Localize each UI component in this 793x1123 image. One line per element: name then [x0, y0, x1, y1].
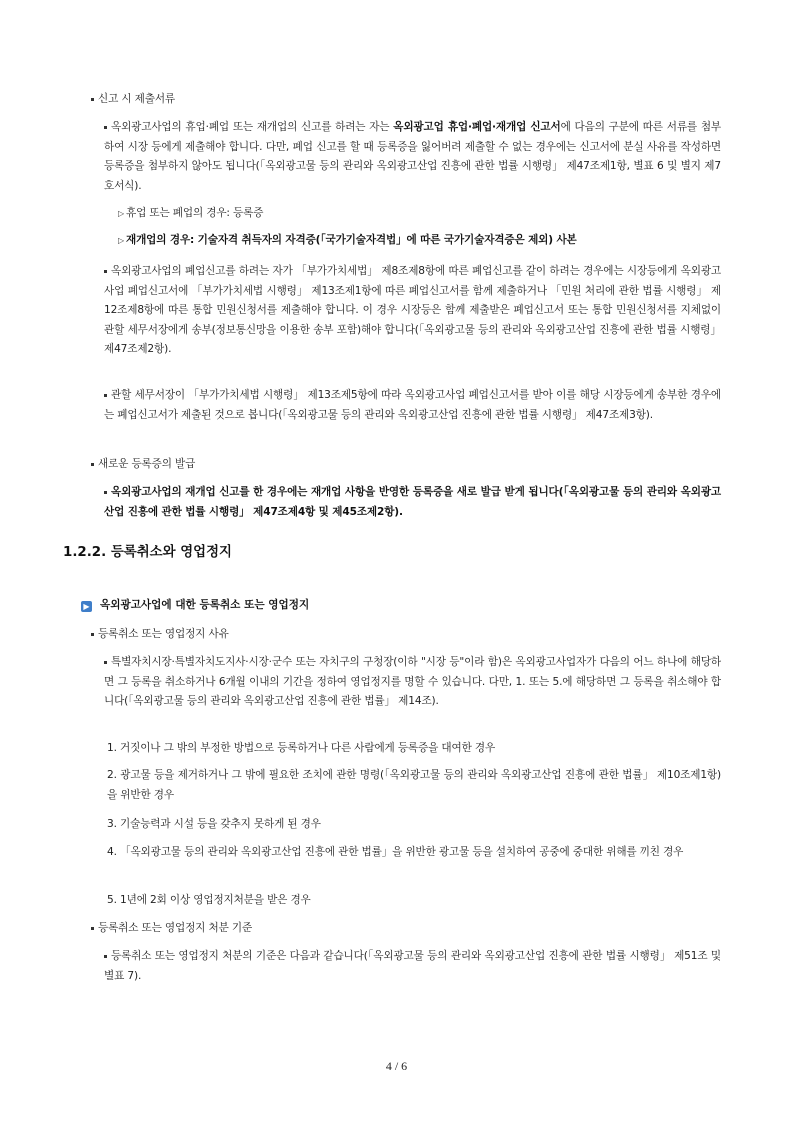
subsection-heading	[81, 597, 309, 612]
bullet-square-icon	[104, 661, 107, 664]
bullet-title: 등록취소 또는 영업정지 사유	[98, 628, 229, 640]
paragraph-text: 등록취소 또는 영업정지 처분의 기준은 다음과 같습니다(「옥외광고물 등의 관리와 옥외광고산업 진흥에 관한 법률 시행령」 제51조 및 별표 7).	[104, 950, 721, 982]
bullet-cancel-criteria	[91, 919, 731, 939]
page-number: 4 / 6	[385, 1059, 408, 1073]
list-item-text: 2. 광고물 등을 제거하거나 그 밖에 필요한 조치에 관한 명령(「옥외광고물 등의 관리와 옥외광고산업 진흥에 관한 법률」 제10조제1항)을 위반한 경우	[107, 769, 721, 801]
paragraph-new-certificate	[104, 483, 721, 522]
list-item	[107, 843, 721, 863]
form-name-bold: 옥외광고업 휴업·폐업·재개업 신고서	[393, 121, 561, 133]
arrow-right-icon: ▶	[81, 601, 92, 612]
triangle-marker-icon: ▷	[118, 209, 125, 218]
paragraph-submit-docs	[104, 118, 721, 196]
paragraph-text: 관할 세무서장이 「부가가치세법 시행령」 제13조제5항에 따라 옥외광고사업 폐업신고서를 받아 이를 해당 시장등에게 송부한 경우에는 폐업신고서가 제출된 것으로 봅니다(「옥외광고물 등의 관리와 옥외광고산업 진흥에 관한 법률 시행령」 제47조제3항).	[104, 389, 721, 421]
bullet-square-icon	[104, 394, 107, 397]
bullet-title: 신고 시 제출서류	[98, 93, 176, 105]
list-item-text: 4. 「옥외광고물 등의 관리와 옥외광고산업 진흥에 관한 법률」을 위반한 광고물 등을 설치하여 공중에 중대한 위해를 끼친 경우	[107, 846, 684, 858]
paragraph-text: 특별자치시장·특별자치도지사·시장·군수 또는 자치구의 구청장(이하 "시장 등"이라 함)은 옥외광고사업자가 다음의 어느 하나에 해당하면 그 등록을 취소하거나 6개월 이내의 기간을 정하여 영업정지를 명할 수 있습니다. 다만, 1. 또는 5.에 해당하면 그 등록을 취소해야 합니다(「옥외광고물 등의 관리와 옥외광고산업 진흥에 관한 법률」 제14조).	[104, 656, 721, 707]
sub-item-text: 휴업 또는 폐업의 경우: 등록증	[126, 207, 264, 219]
subsection-heading-text: 옥외광고사업에 대한 등록취소 또는 영업정지	[100, 599, 310, 611]
bullet-square-icon	[91, 927, 94, 930]
bullet-square-icon	[91, 463, 94, 466]
bullet-submit-docs	[91, 90, 731, 110]
paragraph-tax-office	[104, 386, 721, 425]
bullet-new-certificate	[91, 455, 731, 475]
bullet-square-icon	[91, 98, 94, 101]
list-item	[107, 739, 721, 759]
bullet-title: 새로운 등록증의 발급	[98, 458, 196, 470]
list-item	[107, 815, 721, 835]
paragraph-cancel-reasons	[104, 653, 721, 712]
bullet-square-icon	[104, 491, 107, 494]
section-heading: 1.2.2. 등록취소와 영업정지	[63, 545, 232, 560]
paragraph-cancel-criteria	[104, 947, 721, 986]
bullet-square-icon	[104, 270, 107, 273]
list-item	[107, 891, 721, 911]
triangle-marker-icon: ▷	[118, 236, 125, 245]
list-item-text: 1. 거짓이나 그 밖의 부정한 방법으로 등록하거나 다른 사람에게 등록증을 대여한 경우	[107, 742, 496, 754]
sub-item-closure	[118, 204, 718, 224]
paragraph-text: 옥외광고사업의 휴업·폐업 또는 재개업의 신고를 하려는 자는	[111, 121, 394, 133]
sub-item-text: 재개업의 경우: 기술자격 취득자의 자격증(「국가기술자격법」에 따른 국가기술자격증은 제외) 사본	[126, 234, 577, 246]
paragraph-text: 에 다음의 구분에 따른 서류를 첨부하여 시장 등에게 제출해야 합니다. 다만, 폐업 신고를 할 때 등록증을 잃어버려 제출할 수 없는 경우에는 신고서에 분실 사유를 작성하면 등록증을 첨부하지 않아도 됩니다(「옥외광고물 등의 관리와 옥외광고산업 진흥에 관한 법률 시행령」 제47조제1항, 별표 6 및 별지 제7호서식).	[104, 121, 722, 192]
paragraph-text: 옥외광고사업의 재개업 신고를 한 경우에는 재개업 사항을 반영한 등록증을 새로 발급 받게 됩니다(「옥외광고물 등의 관리와 옥외광고산업 진흥에 관한 법률 시행령」 제47조제4항 및 제45조제2항).	[104, 486, 721, 518]
bullet-cancel-reasons	[91, 625, 731, 645]
list-item	[107, 766, 721, 805]
bullet-square-icon	[91, 633, 94, 636]
bullet-title: 등록취소 또는 영업정지 처분 기준	[98, 922, 253, 934]
bullet-square-icon	[104, 126, 107, 129]
paragraph-text: 옥외광고사업의 폐업신고를 하려는 자가 「부가가치세법」 제8조제8항에 따른 폐업신고를 같이 하려는 경우에는 시장등에게 옥외광고사업 폐업신고서에 「부가가치세법 시행령」 제13조제1항에 따른 폐업신고서를 함께 제출하거나 「민원 처리에 관한 법률 시행령」 제12조제8항에 따른 통합 민원신청서를 제출해야 합니다. 이 경우 시장등은 함께 제출받은 폐업신고서 또는 통합 민원신청서를 지체없이 관할 세무서장에게 송부(정보통신망을 이용한 송부 포함)해야 합니다(「옥외광고물 등의 관리와 옥외광고산업 진흥에 관한 법률 시행령」 제47조제2항).	[104, 265, 721, 355]
list-item-text: 3. 기술능력과 시설 등을 갖추지 못하게 된 경우	[107, 818, 321, 830]
list-item-text: 5. 1년에 2회 이상 영업정지처분을 받은 경우	[107, 894, 311, 906]
bullet-square-icon	[104, 955, 107, 958]
paragraph-vat-closure	[104, 262, 721, 360]
sub-item-reopen	[118, 231, 728, 251]
